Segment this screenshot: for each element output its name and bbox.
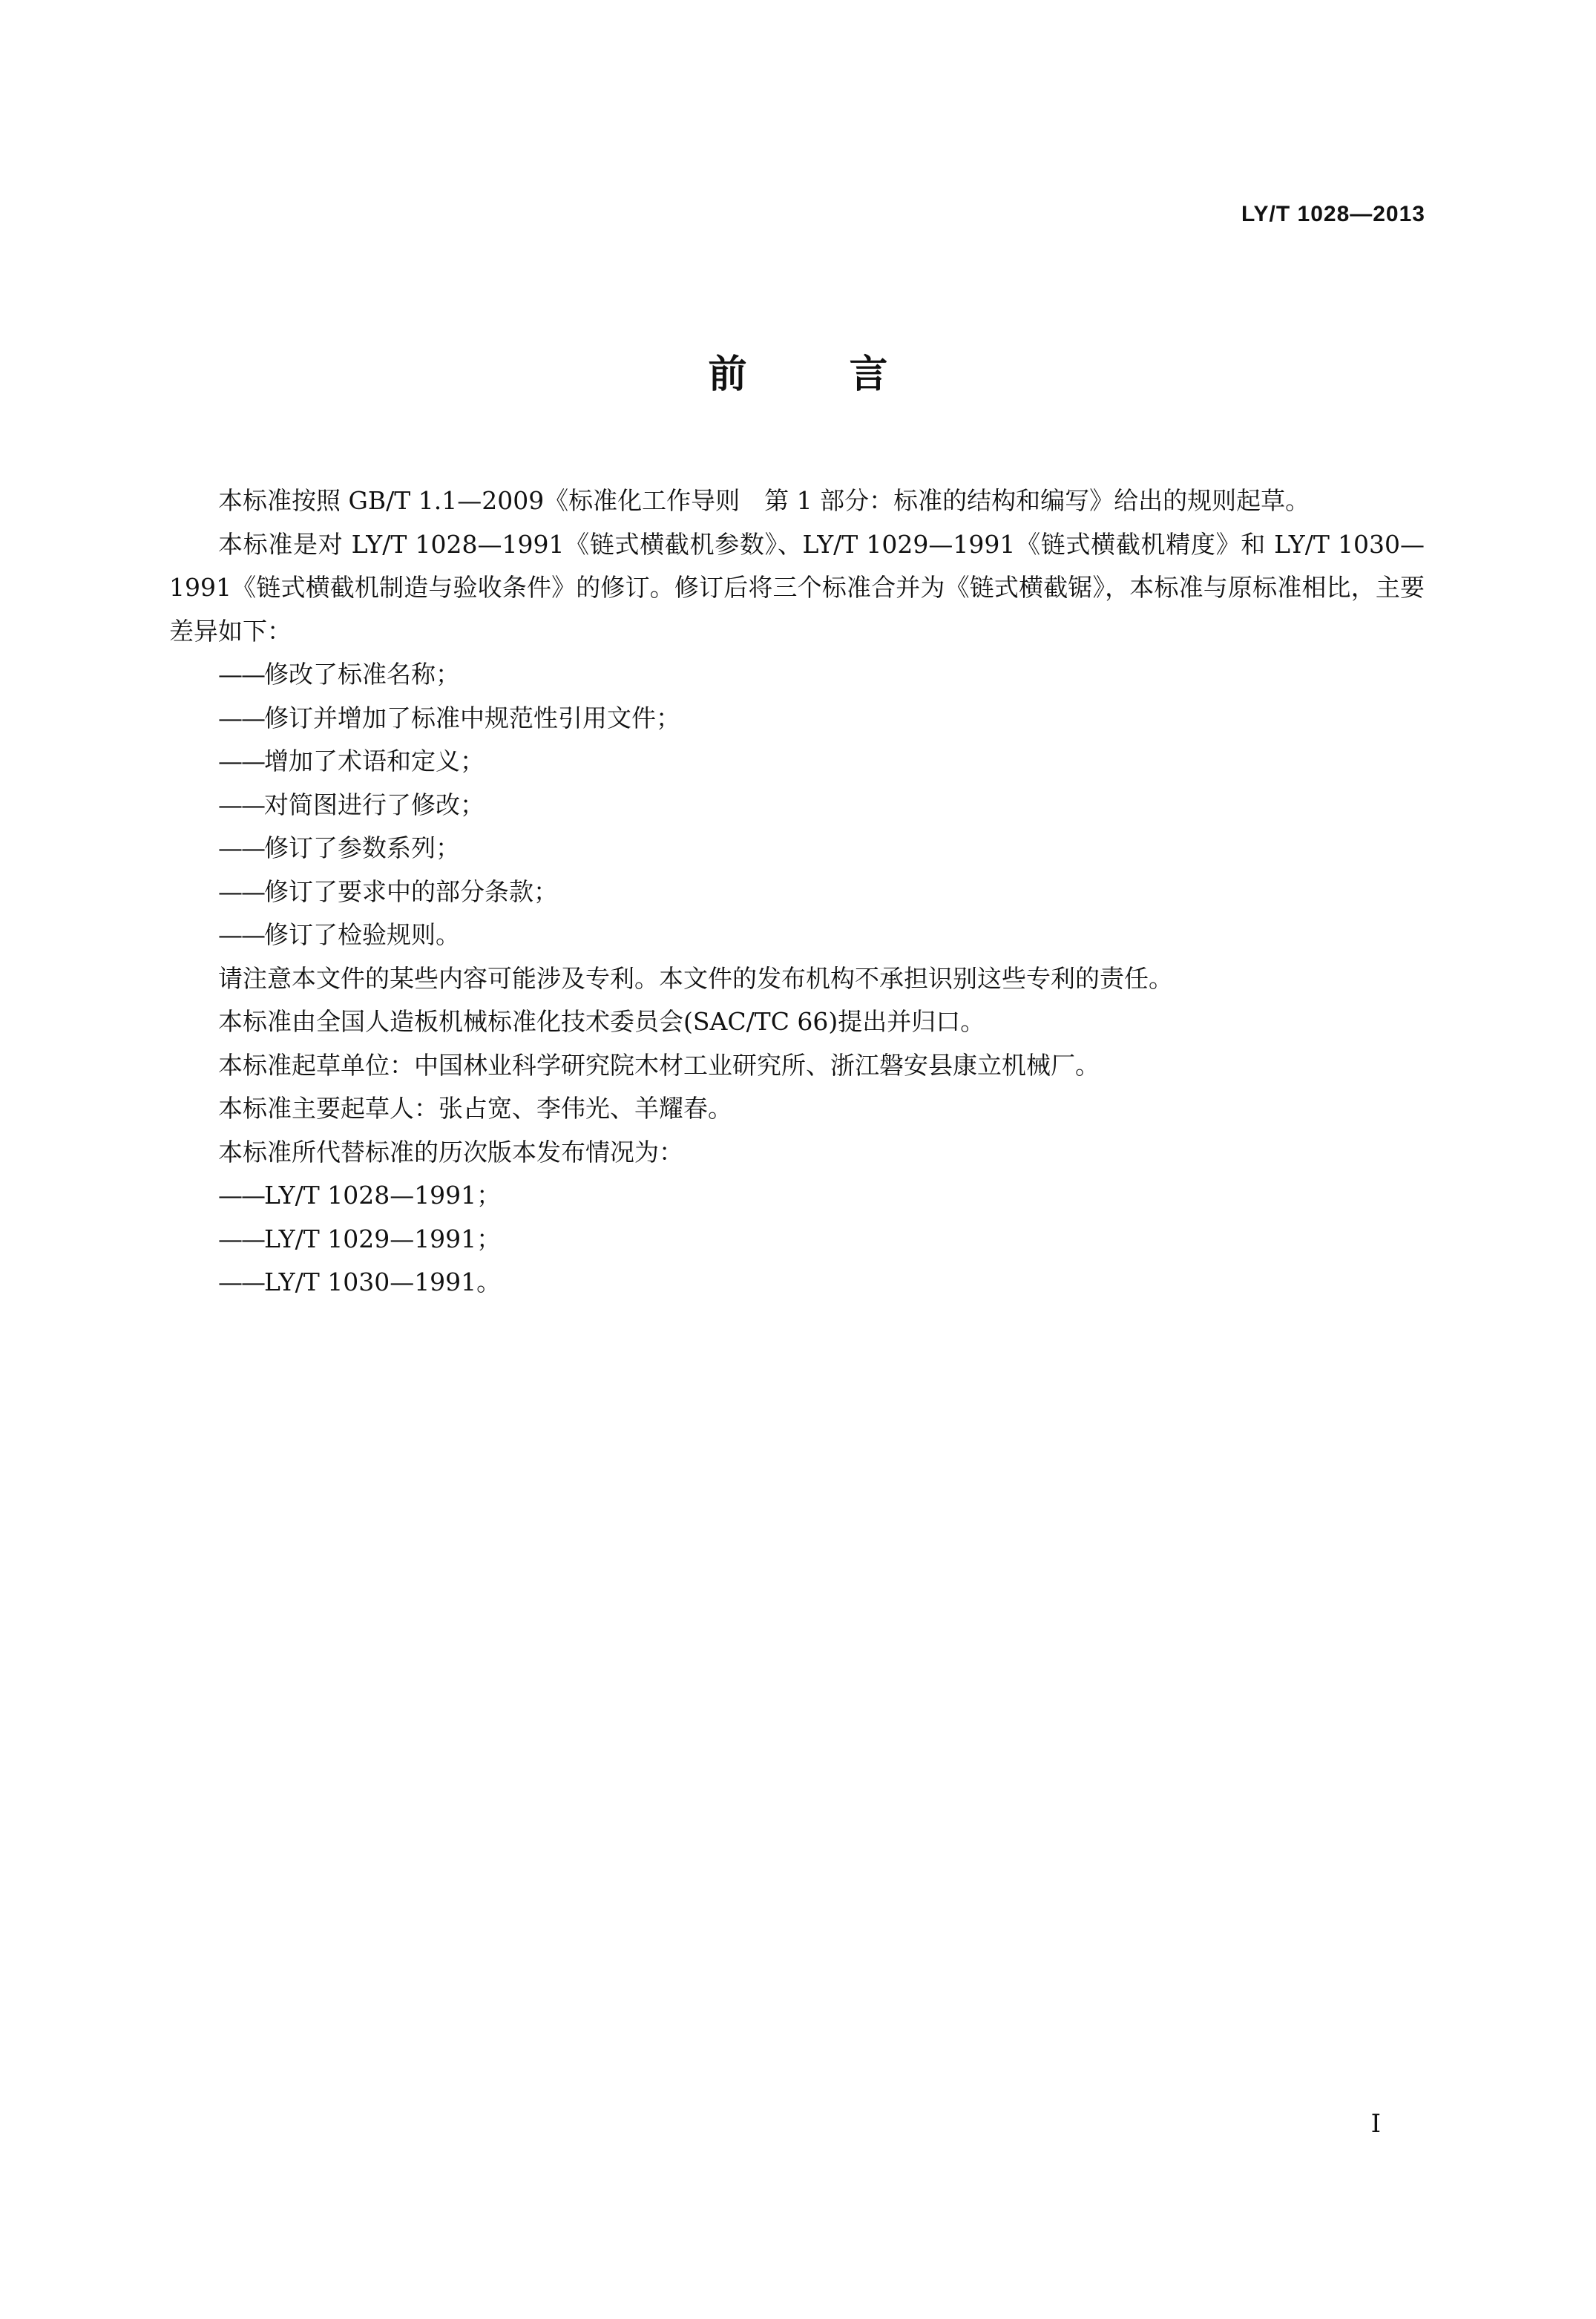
dash-mark: —— bbox=[218, 703, 264, 732]
dash-mark: —— bbox=[218, 1267, 264, 1296]
page-title: 前 言 bbox=[708, 352, 933, 397]
dash-mark: —— bbox=[218, 747, 264, 775]
paragraph-drafting-units: 本标准起草单位：中国林业科学研究院木材工业研究所、浙江磐安县康立机械厂。 bbox=[218, 1050, 1100, 1080]
history-item-text: LY/T 1030—1991。 bbox=[264, 1267, 502, 1296]
list-item bbox=[169, 1218, 1425, 1262]
list-item bbox=[169, 914, 1425, 957]
list-item bbox=[169, 740, 1425, 784]
dash-mark: —— bbox=[218, 790, 264, 819]
paragraph-history-intro: 本标准所代替标准的历次版本发布情况为： bbox=[218, 1137, 683, 1167]
list-item bbox=[169, 870, 1425, 914]
list-item-text: 修订了检验规则。 bbox=[264, 920, 460, 949]
paragraph-drafting-rules: 本标准按照 GB/T 1.1—2009《标准化工作导则 第 1 部分：标准的结构和编写》给出的规则起草。 bbox=[218, 486, 1310, 515]
list-item bbox=[169, 784, 1425, 827]
dash-mark: —— bbox=[218, 660, 264, 689]
list-item bbox=[169, 653, 1425, 697]
list-item-text: 增加了术语和定义； bbox=[264, 747, 485, 775]
changes-list bbox=[169, 653, 1425, 957]
paragraph-revision-summary: 本标准是对 LY/T 1028—1991《链式横截机参数》、LY/T 1029—1991《链式横截机精度》和 LY/T 1030—1991《链式横截机制造与验收条件》的修订。修订后将三个标准合并为《链式横截锯》，本标准与原标准相比，主要差异如下： bbox=[169, 529, 1425, 646]
list-item-text: 修订了参数系列； bbox=[264, 833, 460, 862]
list-item-text: 修订并增加了标准中规范性引用文件； bbox=[264, 703, 680, 732]
list-item bbox=[169, 1174, 1425, 1218]
page-number: I bbox=[1370, 2109, 1381, 2139]
history-list bbox=[169, 1174, 1425, 1305]
dash-mark: —— bbox=[218, 833, 264, 862]
dash-mark: —— bbox=[218, 876, 264, 906]
list-item bbox=[169, 827, 1425, 870]
dash-mark: —— bbox=[218, 1181, 264, 1210]
standard-code-header: LY/T 1028—2013 bbox=[1241, 202, 1425, 226]
list-item-text: 修订了要求中的部分条款； bbox=[264, 876, 558, 906]
list-item bbox=[169, 697, 1425, 741]
list-item-text: 对简图进行了修改； bbox=[264, 790, 485, 819]
dash-mark: —— bbox=[218, 1224, 264, 1253]
history-item-text: LY/T 1028—1991； bbox=[264, 1181, 502, 1210]
list-item-text: 修改了标准名称； bbox=[264, 660, 460, 689]
paragraph-proposer: 本标准由全国人造板机械标准化技术委员会(SAC/TC 66)提出并归口。 bbox=[218, 1007, 985, 1036]
dash-mark: —— bbox=[218, 920, 264, 949]
list-item bbox=[169, 1261, 1425, 1305]
paragraph-drafters: 本标准主要起草人：张占宽、李伟光、羊耀春。 bbox=[218, 1094, 732, 1123]
paragraph-patent-notice: 请注意本文件的某些内容可能涉及专利。本文件的发布机构不承担识别这些专利的责任。 bbox=[218, 963, 1173, 993]
foreword-body bbox=[169, 479, 1425, 1305]
history-item-text: LY/T 1029—1991； bbox=[264, 1224, 502, 1253]
